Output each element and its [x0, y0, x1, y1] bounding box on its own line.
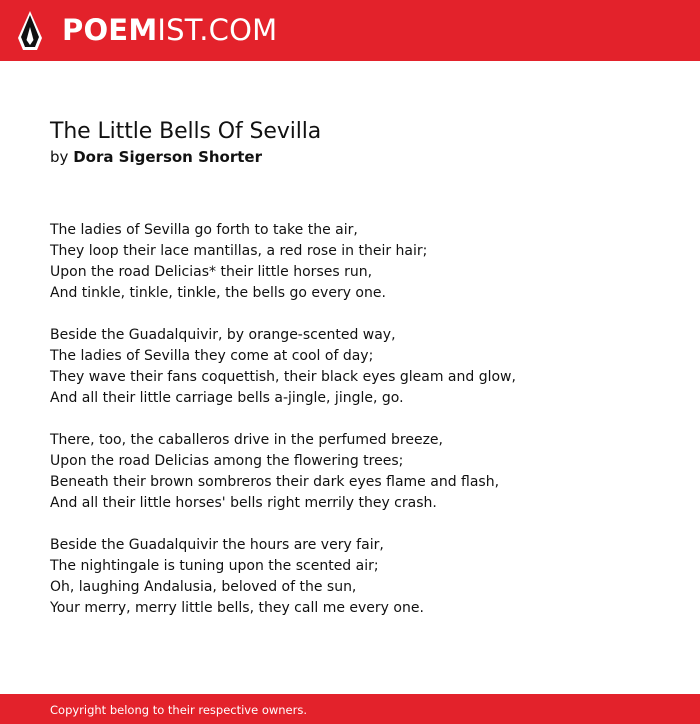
- brand-light-text: IST.COM: [157, 13, 278, 47]
- poem-line: The ladies of Sevilla they come at cool of day;: [50, 348, 374, 364]
- poem-author: Dora Sigerson Shorter: [73, 148, 262, 166]
- poem-line: Beside the Guadalquivir the hours are very fair,: [50, 537, 384, 553]
- site-logo-text: [62, 13, 278, 47]
- poem-content: [50, 117, 650, 640]
- site-header: [0, 0, 700, 61]
- site-footer: [0, 694, 700, 724]
- poem-line: Upon the road Delicias* their little horses run,: [50, 264, 373, 280]
- poem-line: Oh, laughing Andalusia, beloved of the sun,: [50, 579, 357, 595]
- byline-prefix: by: [50, 148, 69, 166]
- stanza: [50, 325, 650, 409]
- poem-line: And all their little carriage bells a-jingle, jingle, go.: [50, 390, 404, 406]
- poem-line: Your merry, merry little bells, they call me every one.: [50, 600, 424, 616]
- stanza: [50, 535, 650, 619]
- poem-line: The ladies of Sevilla go forth to take the air,: [50, 222, 358, 238]
- poem-line: And tinkle, tinkle, tinkle, the bells go every one.: [50, 285, 386, 301]
- poem-line: They wave their fans coquettish, their black eyes gleam and glow,: [50, 369, 516, 385]
- poem-byline: [50, 147, 650, 167]
- poem-line: And all their little horses' bells right merrily they crash.: [50, 495, 437, 511]
- poem-line: Beside the Guadalquivir, by orange-scented way,: [50, 327, 396, 343]
- poem-title: The Little Bells Of Sevilla: [50, 119, 322, 144]
- poem-line: They loop their lace mantillas, a red rose in their hair;: [50, 243, 428, 259]
- site-logo-link[interactable]: [17, 8, 277, 53]
- poem-line: There, too, the caballeros drive in the perfumed breeze,: [50, 432, 443, 448]
- stanza: [50, 430, 650, 514]
- poem-line: Upon the road Delicias among the flowering trees;: [50, 453, 404, 469]
- brand-bold-text: POEM: [62, 13, 158, 47]
- poem-body: [50, 220, 650, 619]
- poem-line: Beneath their brown sombreros their dark eyes flame and flash,: [50, 474, 500, 490]
- stanza: [50, 220, 650, 304]
- pencil-tip-icon: [17, 10, 43, 52]
- poem-line: The nightingale is tuning upon the scented air;: [50, 558, 379, 574]
- copyright-text: Copyright belong to their respective owners.: [50, 703, 308, 717]
